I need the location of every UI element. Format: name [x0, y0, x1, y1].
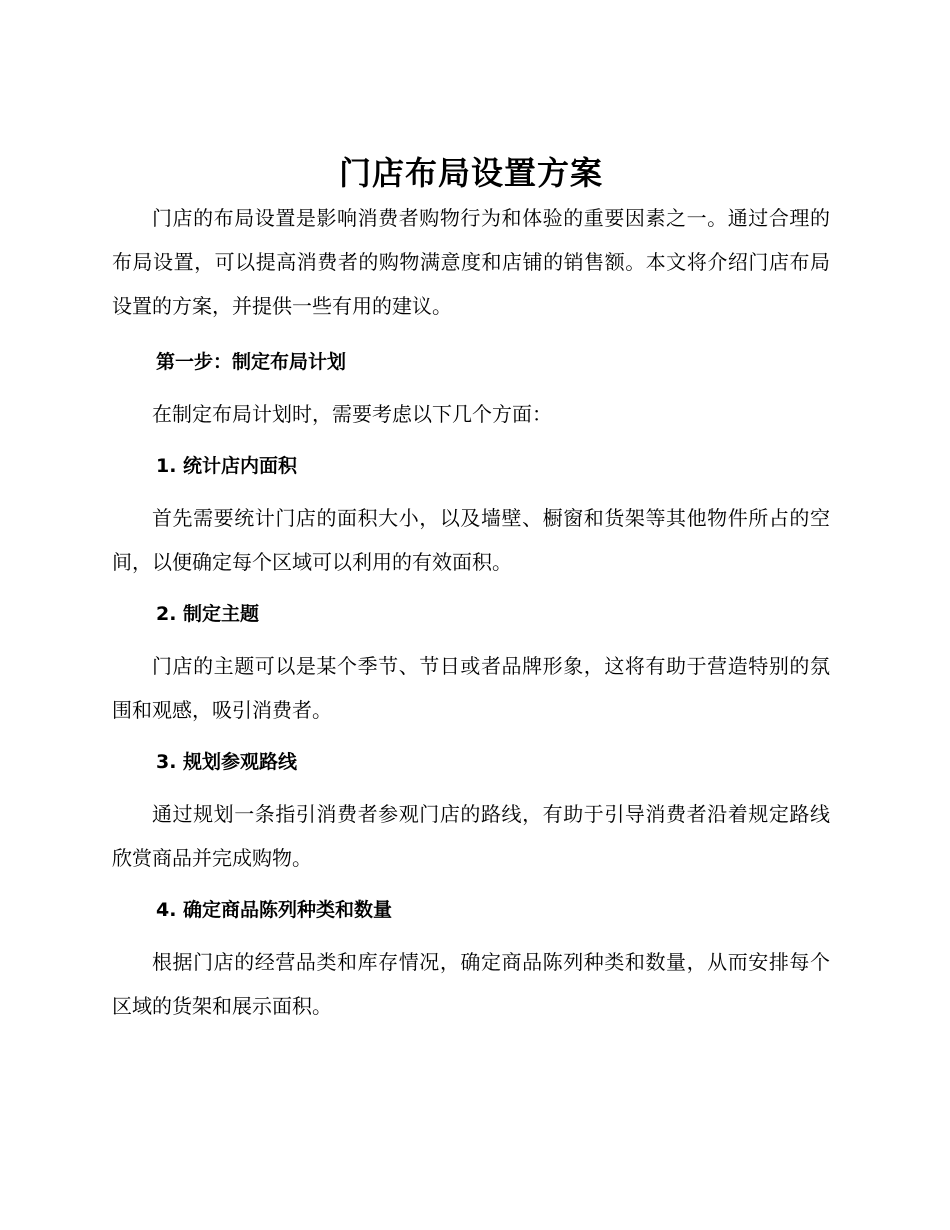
spacer	[112, 932, 830, 940]
section-body-route: 通过规划一条指引消费者参观门店的路线，有助于引导消费者沿着规定路线欣赏商品并完成购物。	[112, 802, 830, 870]
spacer	[112, 328, 830, 340]
spacer	[112, 384, 830, 392]
section-body-area: 首先需要统计门店的面积大小，以及墙壁、橱窗和货架等其他物件所占的空间，以便确定每个区域可以利用的有效面积。	[112, 506, 830, 574]
spacer	[112, 784, 830, 792]
section-heading-theme: 2. 制定主题	[156, 603, 260, 625]
spacer	[112, 584, 830, 592]
section-heading-display: 4. 确定商品陈列种类和数量	[156, 899, 393, 921]
section-heading-area: 1. 统计店内面积	[156, 455, 298, 477]
section-body-display: 根据门店的经营品类和库存情况，确定商品陈列种类和数量，从而安排每个区域的货架和展示面积。	[112, 950, 830, 1018]
section-body-theme: 门店的主题可以是某个季节、节日或者品牌形象，这将有助于营造特别的氛围和观感，吸引消费者。	[112, 654, 830, 722]
document-title: 门店布局设置方案	[338, 154, 603, 192]
spacer	[112, 880, 830, 888]
document-page	[112, 150, 830, 1028]
spacer	[112, 636, 830, 644]
step1-heading: 第一步：制定布局计划	[156, 351, 347, 373]
spacer	[112, 488, 830, 496]
intro-paragraph: 门店的布局设置是影响消费者购物行为和体验的重要因素之一。通过合理的布局设置，可以提高消费者的购物满意度和店铺的销售额。本文将介绍门店布局设置的方案，并提供一些有用的建议。	[112, 206, 830, 318]
spacer	[112, 436, 830, 444]
spacer	[112, 732, 830, 740]
section-heading-route: 3. 规划参观路线	[156, 751, 298, 773]
step1-intro-paragraph: 在制定布局计划时，需要考虑以下几个方面：	[152, 402, 552, 426]
